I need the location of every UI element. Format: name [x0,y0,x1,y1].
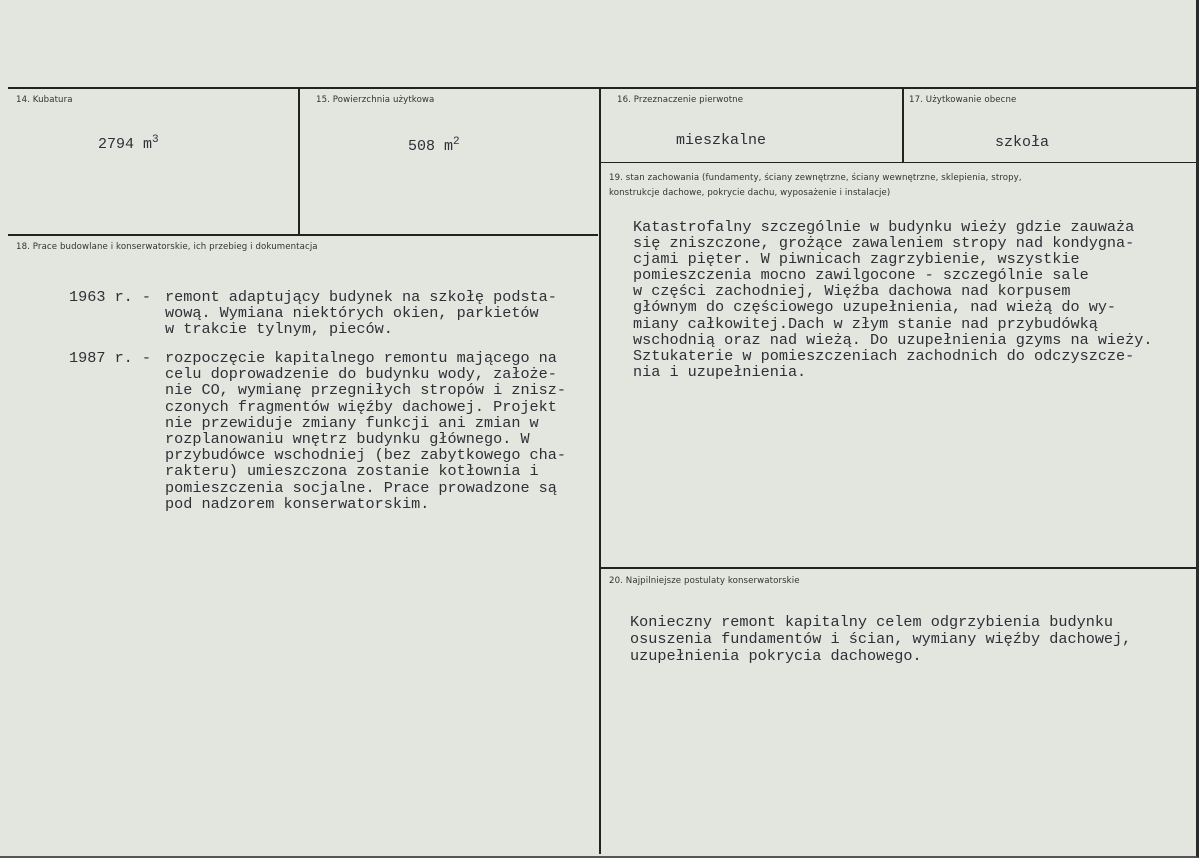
divider-15-16 [599,89,601,854]
powierzchnia-value: 508 $m^2$ [408,136,460,155]
postulaty-line: Konieczny remont kapitalny celem odgrzybienia budynku [630,613,1114,631]
powierzchnia-unit-exponent: 2 [453,136,460,148]
divider-16-17 [902,89,904,163]
stan-line: wschodnią oraz nad wieżą. Do uzupełnienia gzyms na wieży. [633,330,1153,349]
stan-line: Sztukaterie w pomieszczeniach zachodnich do odczyszcze- [633,346,1135,365]
postulaty-line: osuszenia fundamentów i ścian, wymiany więźby dachowej, [630,630,1132,648]
kubatura-label: 14. Kubatura [16,95,73,105]
entry-line: rozplanowaniu wnętrz budynku głównego. W [165,430,530,449]
stan-line: pomieszczenia mocno zawilgocone - szczególnie sale [633,266,1089,285]
stan-line: głównym do częściowego uzupełnienia, nad wieżą do wy- [633,298,1117,317]
stan-line: miany całkowitej.Dach w złym stanie nad przybudówką [633,314,1098,333]
entry-line: rakteru) umieszczona zostanie kotłownia i [165,462,539,481]
stan-line: nia i uzupełnienia. [633,362,807,381]
entry-line: nie CO, wymianę przegniłych stropów i znisz- [165,381,567,400]
entry-line: w trakcie tylnym, pieców. [165,320,393,339]
entry-line: celu doprowadzenie do budynku wody, założe- [165,365,557,384]
stan-text [633,219,1153,380]
kubatura-unit-exponent: 3 [152,134,159,146]
entry-line: pomieszczenia socjalne. Prace prowadzone są [165,478,557,497]
prace-label: 18. Prace budowlane i konserwatorskie, ich przebieg i dokumentacja [16,242,318,252]
postulaty-label: 20. Najpilniejsze postulaty konserwatorskie [609,576,800,586]
przeznaczenie-label: 16. Przeznaczenie pierwotne [617,95,744,105]
divider-14-15 [298,89,300,235]
rule-under-19 [601,567,1196,569]
entry-line: nie przewiduje zmiany funkcji ani zmian w [165,413,539,432]
entry-text [165,350,566,512]
kubatura-value: 2794 $m^3$ [98,134,159,153]
entry-text [165,289,557,338]
stan-label-line: 19. stan zachowania (fundamenty, ściany zewnętrzne, ściany wewnętrzne, sklepienia, stropy, [609,173,1022,183]
entry-line: przybudówce wschodniej (bez zabytkowego cha- [165,446,567,465]
stan-line: się zniszczone, grożące zawaleniem stropy nad kondygna- [633,234,1135,253]
top-rule [8,87,1196,89]
uzytkowanie-label: 17. Użytkowanie obecne [909,95,1017,105]
stan-label [609,171,1022,201]
postulaty-line: uzupełnienia pokrycia dachowego. [630,647,922,665]
entry-line: rozpoczęcie kapitalnego remontu mającego na [165,349,557,367]
entry-year: 1963 r. - [69,288,152,306]
entry-year: 1987 r. - [69,349,152,367]
stan-line: Katastrofalny szczególnie w budynku wieży gdzie zauważa [633,218,1135,236]
rule-under-14-15 [8,234,598,236]
stan-line: cjami pięter. W piwnicach zagrzybienie, wszystkie [633,250,1080,269]
postulaty-text [630,614,1131,665]
uzytkowanie-value: szkoła [995,134,1050,151]
rule-under-16-17 [601,162,1196,163]
stan-line: w części zachodniej, Więźba dachowa nad korpusem [633,282,1071,301]
stan-label-line: konstrukcje dachowe, pokrycie dachu, wyposażenie i instalacje) [609,188,891,198]
powierzchnia-label: 15. Powierzchnia użytkowa [316,95,435,105]
przeznaczenie-value: mieszkalne [676,132,767,149]
entry-line: wową. Wymiana niektórych okien, parkietów [165,304,539,323]
entry-line: pod nadzorem konserwatorskim. [165,494,430,513]
entry-line: czonych fragmentów więźby dachowej. Projekt [165,397,557,416]
entry-line: remont adaptujący budynek na szkołę podsta- [165,288,557,306]
